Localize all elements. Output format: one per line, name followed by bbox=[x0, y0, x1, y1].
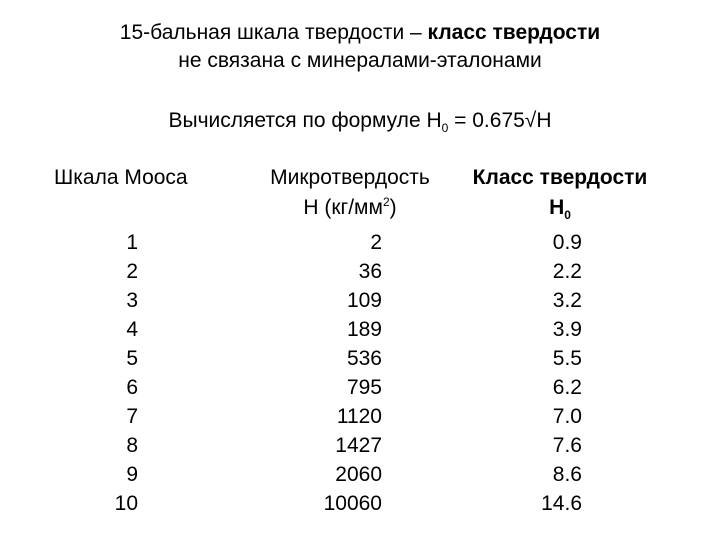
cell-mohs: 1 bbox=[126, 231, 138, 254]
slide-title-line1 bbox=[0, 20, 720, 46]
cell-mohs: 6 bbox=[126, 376, 138, 399]
cell-hardness-class: 2.2 bbox=[552, 260, 582, 283]
header-hardness-class bbox=[460, 163, 660, 223]
cell-hardness-class: 3.9 bbox=[552, 318, 582, 341]
formula-line bbox=[0, 108, 720, 134]
table-row bbox=[0, 489, 720, 518]
header-mohs-scale: Шкала Мооса bbox=[54, 166, 188, 189]
formula-subscript: 0 bbox=[441, 121, 449, 136]
cell-mohs: 10 bbox=[114, 492, 138, 515]
header-hardness-class-line2 bbox=[460, 193, 660, 223]
header-hardness-class-line1: Класс твердости bbox=[472, 166, 648, 189]
cell-microhardness: 2 bbox=[370, 231, 382, 254]
header-microhardness-line1: Микротвердость bbox=[270, 166, 430, 189]
cell-microhardness: 189 bbox=[346, 318, 382, 341]
header-class-symbol: H bbox=[549, 196, 565, 219]
header-class-subscript: 0 bbox=[564, 208, 571, 223]
cell-hardness-class: 7.0 bbox=[552, 405, 582, 428]
cell-hardness-class: 0.9 bbox=[552, 231, 582, 254]
header-micro-unit-suffix: ) bbox=[389, 196, 397, 219]
table-row bbox=[0, 373, 720, 402]
cell-microhardness: 795 bbox=[346, 376, 382, 399]
cell-hardness-class: 6.2 bbox=[552, 376, 582, 399]
header-microhardness-line2 bbox=[240, 193, 460, 223]
cell-mohs: 9 bbox=[126, 463, 138, 486]
cell-hardness-class: 5.5 bbox=[552, 347, 582, 370]
table-row bbox=[0, 286, 720, 315]
cell-microhardness: 109 bbox=[346, 289, 382, 312]
header-micro-unit-sup: 2 bbox=[382, 195, 390, 209]
title-prefix: 15-бальная шкала твердости – bbox=[119, 21, 428, 44]
cell-microhardness: 1120 bbox=[336, 405, 382, 428]
table-row bbox=[0, 257, 720, 286]
table-row bbox=[0, 344, 720, 373]
table-row bbox=[0, 402, 720, 431]
cell-microhardness: 2060 bbox=[335, 463, 382, 486]
cell-hardness-class: 8.6 bbox=[552, 463, 582, 486]
cell-hardness-class: 14.6 bbox=[541, 492, 582, 515]
table-row bbox=[0, 431, 720, 460]
formula-prefix: Вычисляется по формуле H bbox=[168, 109, 442, 132]
table-row bbox=[0, 228, 720, 257]
cell-microhardness: 1427 bbox=[335, 434, 382, 457]
cell-hardness-class: 3.2 bbox=[552, 289, 582, 312]
title-bold-term: класс твердости bbox=[427, 21, 601, 44]
cell-microhardness: 10060 bbox=[323, 492, 382, 515]
cell-mohs: 8 bbox=[126, 434, 138, 457]
formula-rest: = 0.675√H bbox=[448, 109, 552, 132]
header-microhardness bbox=[240, 163, 460, 223]
table-row bbox=[0, 315, 720, 344]
cell-hardness-class: 7.6 bbox=[552, 434, 582, 457]
cell-mohs: 7 bbox=[126, 405, 138, 428]
cell-microhardness: 36 bbox=[358, 260, 382, 283]
header-micro-unit-prefix: H (кг/мм bbox=[303, 196, 383, 219]
slide-title-line2: не связана с минералами-эталонами bbox=[178, 49, 542, 72]
cell-mohs: 3 bbox=[126, 289, 138, 312]
table-row bbox=[0, 460, 720, 489]
cell-mohs: 2 bbox=[126, 260, 138, 283]
cell-mohs: 5 bbox=[126, 347, 138, 370]
cell-mohs: 4 bbox=[126, 318, 138, 341]
cell-microhardness: 536 bbox=[346, 347, 382, 370]
